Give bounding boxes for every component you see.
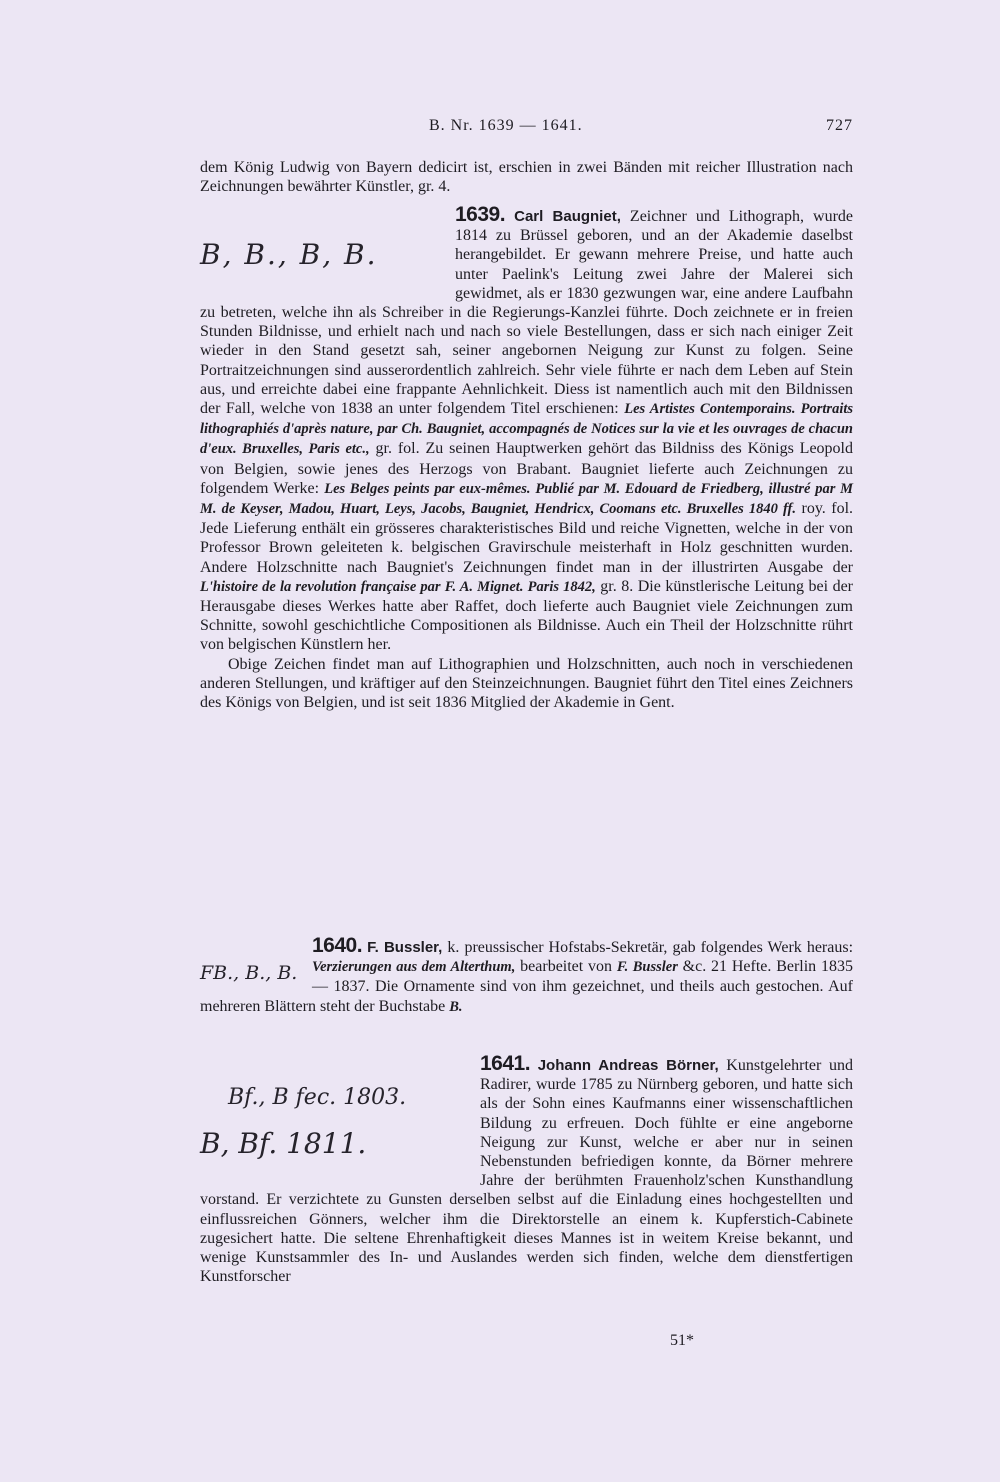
monogram-box-1640 [200,936,312,996]
entry-1639-text-4: gr. 8. Die künstlerische Leitung bei der Herausgabe dieses Werkes hatte aber Raffet, doch lieferte auch Baugniet viele Zeichnungen zum Schnitte, sowohl geschichtliche Compositionen als Bildnisse. Auch ein Theil der Holzschnitte rührt von belgischen Künstlern her. [200,577,854,654]
monogram-baugniet: B, B., B, B. [200,238,378,271]
entry-1639-text-3: roy. fol. Jede Lieferung enthält ein grösseres charakteristisches Bild und reiche Vignetten, welche in der von Professor Brown geleiteten k. belgischen Gravirschule meisterhaft in Holz geschnitten wurden. Andere Holzschnitte nach Baugniet's Zeichnungen findet man in der illustrirten Ausgabe der [200,500,854,576]
intro-paragraph [200,158,853,196]
running-header [200,117,853,141]
entry-1641-text-1: Kunstgelehrter und Radirer, wurde 1785 zu Nürnberg geboren, und hatte sich als der Sohn eines Kaufmanns einer wissenschaftlichen Bildung zu erfreuen. Doch fühlte er eine angeborne Neigung zur Kunst, welche er aber nur in seinen Nebenstunden befriedigen konnte, da Börner mehrere Jahre der berühmten Frauenholz'schen Kunsthandlung vorstand. Er verzichtete zu Gunsten derselben selbst auf die Einladung eines hochgestellten und einflussreichen Gönners, welcher ihm die Direktorstelle an einem k. Kupferstich-Cabinete zugesichert hatte. Die seltene Ehrenhaftigkeit dieses Mannes ist in weitem Kreise bekannt, und wenige Kunstsammler des In- und Auslandes werden sich finden, welche dem dienstfertigen Kunstforscher [200,1057,853,1286]
entry-1640-title-1: Verzierungen aus dem Alterthum, [312,959,516,976]
entry-1640 [200,936,853,1017]
monogram-box-1639 [200,205,455,291]
entry-1639-title-3: L'histoire de la revolution française par F. A. Mignet. Paris 1842, [200,578,596,595]
entry-1640-title-3: B. [449,998,463,1015]
artist-name-1640: F. Bussler, [367,939,443,956]
entry-number-1639: 1639. [455,203,506,226]
signature-mark: 51* [670,1332,694,1349]
entry-1639 [200,205,853,712]
page-number: 727 [826,117,853,134]
monogram-boerner-1: Bf., B fec. 1803. [228,1085,407,1110]
entry-1640-text-2: bearbeitet von [520,958,613,976]
monogram-bussler: FB., B., B. [200,962,298,984]
monogram-boerner-2: B, Bf. 1811. [200,1127,367,1160]
entry-1639-text-1: Zeichner und Lithograph, wurde 1814 zu Brüssel geboren, und an der Akademie daselbst herangebildet. Er gewann mehrere Preise, und hatte auch unter Paelink's Leitung zwei Jahre der Malerei sich gewidmet, als er 1830 gezwungen war, eine andere Laufbahn zu betreten, welche ihn als Schreiber in die Regierungs-Kanzlei führte. Doch zeichnete er in freien Stunden Bildnisse, und erhielt nach und nach so viele Bestellungen, dass er sich nach einiger Zeit wieder in den Stand gesetzt sah, seiner angebornen Neigung zur Kunst zu folgen. Seine Portraitzeichnungen sind ausserordentlich zahlreich. Sehr viele führte er nach dem Leben auf Stein aus, und erreichte dabei eine frappante Aehnlichkeit. Diess ist namentlich auch mit den Bildnissen der Fall, welche von 1838 an unter folgendem Titel erschienen: [200,208,854,418]
artist-name-1639: Carl Baugniet, [514,208,621,225]
artist-name-1641: Johann Andreas Börner, [537,1057,719,1074]
entry-1639-title-1: Les Artistes Contemporains. Portraits lithographiés d'après nature, par Ch. Baugniet, accompagnés de Notices sur la vie et les ouvrages de chacun d'eux. Bruxelles, Paris etc., [200,401,854,458]
entry-1640-text-1: k. preussischer Hofstabs-Sekretär, gab folgendes Werk heraus: [447,939,854,956]
entry-1640-text-3: &c. 21 Hefte. Berlin 1835 — 1837. Die Ornamente sind von ihm gezeichnet, und theils auch gestochen. Auf mehreren Blättern steht der Buchstabe [200,958,853,1015]
entry-1639-paragraph-2: Obige Zeichen findet man auf Lithographien und Holzschnitten, auch noch in verschiedenen anderen Stellungen, und kräftiger auf den Steinzeichnungen. Baugniet führt den Titel eines Zeichners des Königs von Belgien, und ist seit 1836 Mitglied der Akademie in Gent. [200,655,853,712]
header-title: B. Nr. 1639 — 1641. [429,117,583,134]
monogram-box-1641 [200,1054,480,1184]
entry-number-1640: 1640. [312,934,363,957]
entry-1641 [200,1054,853,1286]
entry-number-1641: 1641. [480,1052,531,1075]
entry-1639-title-2: Les Belges peints par eux-mêmes. Publié par M. Edouard de Friedberg, illustré par M M. de Keyser, Madou, Huart, Leys, Jacobs, Baugniet, Hendricx, Coomans etc. Bruxelles 1840 ff. [200,480,853,518]
entry-1640-title-2: F. Bussler [616,959,678,976]
entry-1639-text-2: gr. fol. Zu seinen Hauptwerken gehört das Bildniss des Königs Leopold von Belgien, sowie jenes des Herzogs von Brabant. Baugniet lieferte auch Zeichnungen zu folgendem Werke: [200,440,853,497]
intro-text: dem König Ludwig von Bayern dedicirt ist, erschien in zwei Bänden mit reicher Illustration nach Zeichnungen bewährter Künstler, gr. 4. [200,159,853,196]
